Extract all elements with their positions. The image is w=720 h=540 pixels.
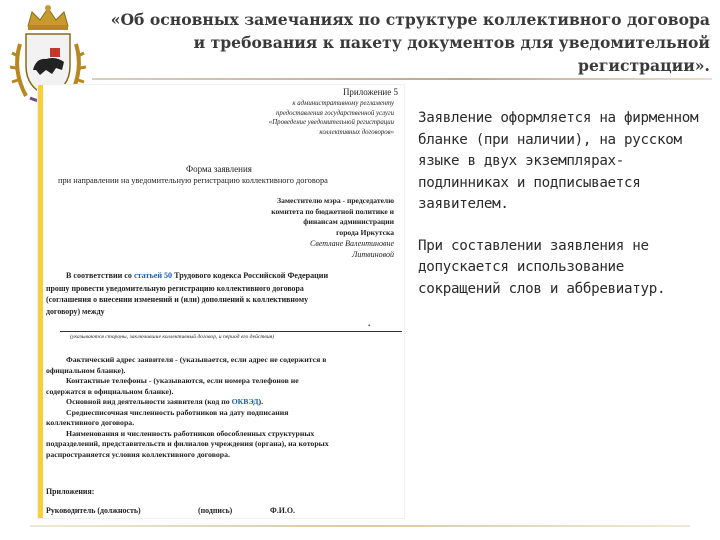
signature-position: Руководитель (должность) (46, 506, 141, 515)
document-accent-strip (38, 85, 43, 518)
request-body: прошу провести уведомительную регистрацию коллективного договора (соглашения о внесении изменений и (или) дополнений к коллективному договору) между (46, 284, 309, 316)
parties-blank-dot: . (368, 318, 371, 328)
annex-reference: к административному регламенту предоставления государственной услуги «Проведение уведомительной регистрации коллективных договоров» (268, 100, 394, 136)
form-title: Форма заявления (186, 164, 252, 174)
application-form-document (38, 85, 404, 518)
form-subtitle: при направлении на уведомительную регистрацию коллективного договора (58, 176, 328, 185)
article-50-link[interactable]: статьей 50 (133, 271, 173, 280)
annex-number: Приложение 5 (342, 87, 398, 97)
okved-link[interactable]: ОКВЭД (231, 397, 259, 406)
requirement-paragraph-2: При составлении заявления не допускается использование сокращений слов и аббревиатур. (418, 237, 666, 297)
parties-hint: (указываются стороны, заключившие коллективный договор, и период его действия) (70, 334, 275, 340)
signature-full-name: Ф.И.О. (270, 506, 295, 515)
bottom-divider (30, 525, 690, 527)
addressee-name: Светлане Валентиновне Литвиновой (310, 239, 394, 259)
requirement-paragraph-1: Заявление оформляется на фирменном бланке (при наличии), на русском языке в двух экземплярах-подлинниках и подписывается заявителем. (418, 110, 699, 212)
request-line-1: В соответствии со статьей 50 Трудового кодекса Российской Федерации (66, 271, 329, 280)
slide-title: «Об основных замечаниях по структуре коллективного договора и требования к пакету документов для уведомительной регистрации». (110, 10, 710, 75)
top-divider (92, 78, 712, 80)
signature-sign: (подпись) (198, 506, 233, 515)
attachments-label: Приложения: (46, 487, 95, 496)
addressee-block: Заместителю мэра - председателю комитета по бюджетной политике и финансам администрации города Иркутска (271, 196, 394, 237)
applicant-fields: Фактический адрес заявителя - (указывается, если адрес не содержится в официальном бланке). Контактные телефоны - (указываются, если номера телефонов не содержатся в официальном бланке). Основной вид деятельности заявителя (код по ОКВЭД). Среднесписочная численность работников на дату подписания коллективного договора. Наименования и численность работников обособленных структурных подразделений, представительств и филиалов учреждения (органа), на которых распространяется условия коллективного договора. (46, 355, 329, 459)
parties-underline (60, 331, 402, 332)
requirements-text-panel (418, 108, 713, 300)
